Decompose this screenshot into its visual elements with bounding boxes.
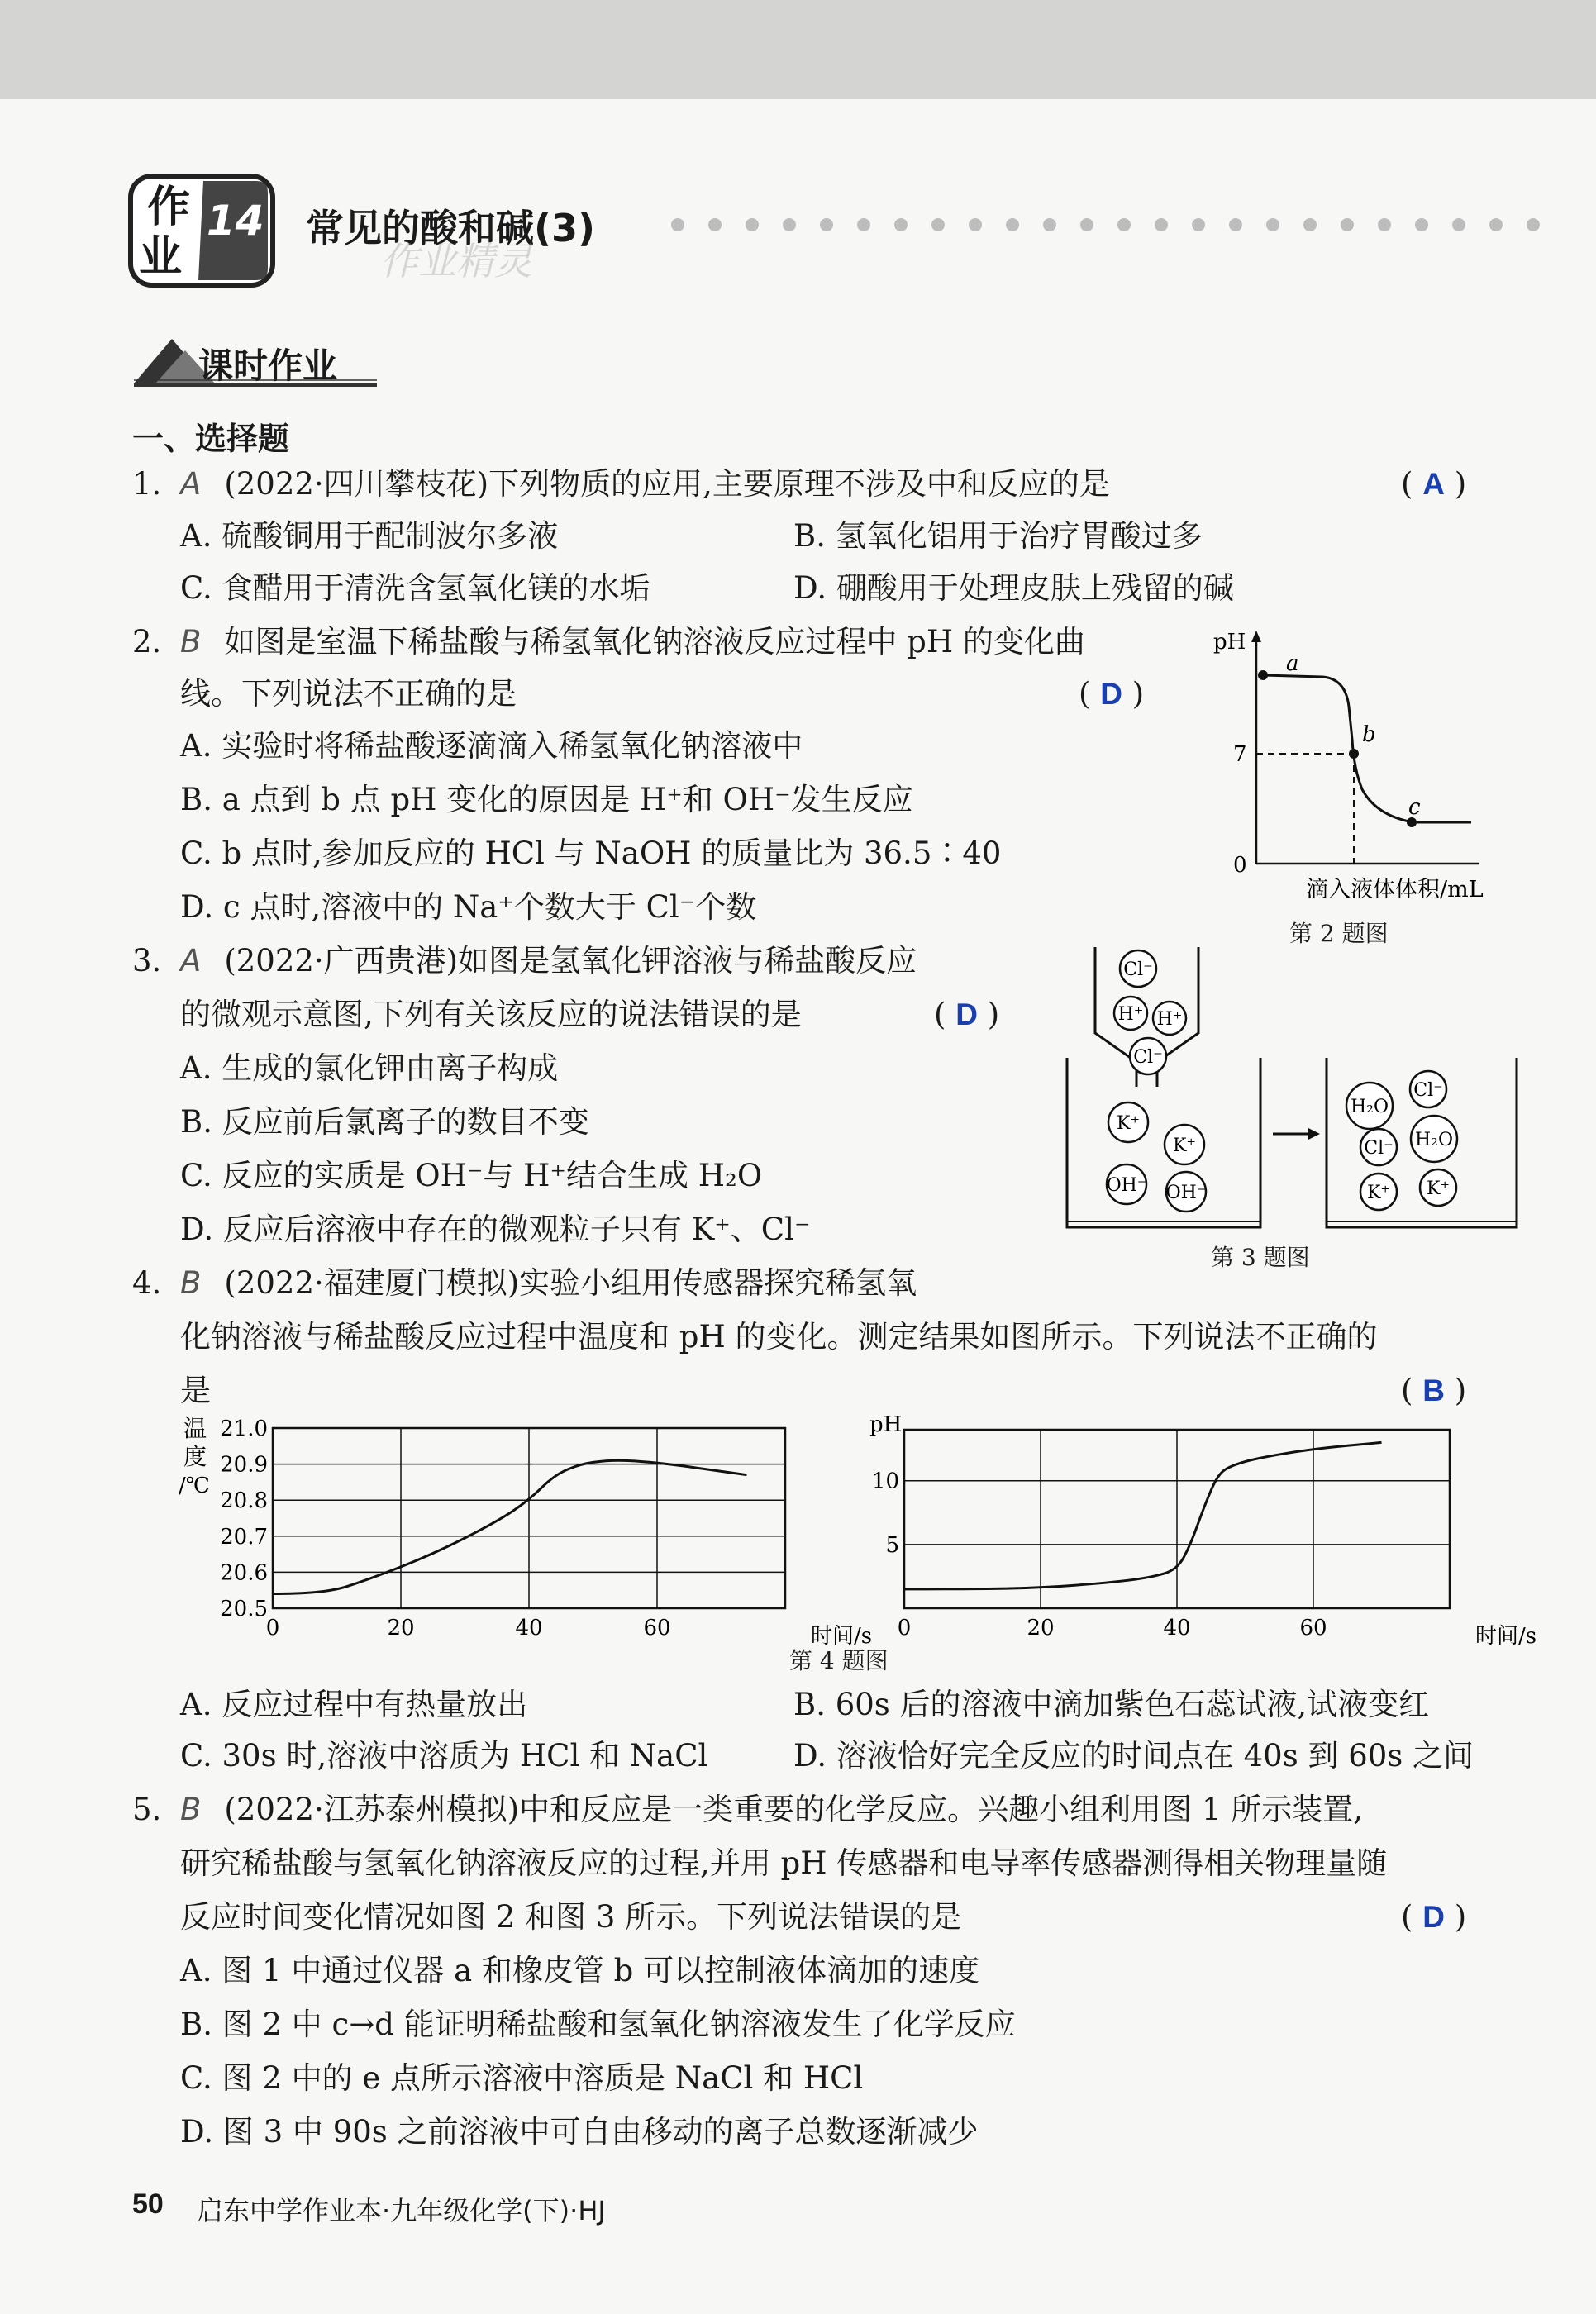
q1-number: 1.: [132, 466, 162, 502]
q1-answer-value: A: [1422, 467, 1445, 501]
q2-point-b: [1349, 749, 1359, 759]
book-title: 启东中学作业本·九年级化学(下)·HJ: [197, 2195, 606, 2226]
temp-series-line: [273, 1460, 747, 1593]
q2-label-c: c: [1408, 795, 1421, 820]
q3-answer-value: D: [955, 997, 978, 1031]
q2-answer-value: D: [1100, 677, 1122, 711]
q4-option-a: A. 反应过程中有热量放出: [180, 1687, 528, 1722]
temp-ylabel-1: 温: [183, 1415, 207, 1442]
q2-answer: ( D ): [1079, 676, 1145, 712]
q5-stem: [132, 1791, 1363, 1829]
q3-option-c: C. 反应的实质是 OH⁻与 H⁺结合生成 H₂O: [180, 1158, 763, 1193]
q3-option-d: D. 反应后溶液中存在的微观粒子只有 K⁺、Cl⁻: [180, 1212, 811, 1247]
q2-option-b: B. a 点到 b 点 pH 变化的原因是 H⁺和 OH⁻发生反应: [180, 782, 913, 817]
temp-xtick-3: 60: [643, 1616, 671, 1640]
watermark: 作业精灵: [380, 239, 532, 283]
q2-label-a: a: [1286, 651, 1299, 676]
q3-stem-line1: (2022·广西贵港)如图是氢氧化钾溶液与稀盐酸反应: [224, 943, 917, 978]
q3-mol-h2o-1: H₂O: [1350, 1097, 1389, 1117]
q4-option-c: C. 30s 时,溶液中溶质为 HCl 和 NaCl: [180, 1738, 708, 1774]
q2-option-c: C. b 点时,参加反应的 HCl 与 NaOH 的质量比为 36.5∶40: [180, 836, 1002, 871]
q3-caption: 第 3 题图: [1211, 1244, 1310, 1271]
q5-answer-value: D: [1422, 1900, 1445, 1934]
temp-xtick-1: 20: [387, 1616, 415, 1640]
q3-ion-k-3: K⁺: [1366, 1183, 1391, 1203]
q4-caption: 第 4 题图: [789, 1647, 889, 1674]
q2-option-d: D. c 点时,溶液中的 Na⁺个数大于 Cl⁻个数: [180, 889, 757, 925]
q3-micro-figure: [1062, 942, 1521, 1231]
temp-ylabel-2: 度: [183, 1443, 207, 1470]
q5-level: B: [180, 1792, 202, 1827]
q2-x-label: 滴入液体体积/mL: [1306, 877, 1484, 902]
q4-stem-line1: (2022·福建厦门模拟)实验小组用传感器探究稀氢氧: [224, 1265, 917, 1301]
q1-answer: ( A ): [1401, 466, 1467, 502]
ph-xtick-2: 40: [1163, 1616, 1191, 1640]
q5-number: 5.: [132, 1792, 162, 1827]
q5-answer: ( D ): [1401, 1899, 1467, 1935]
q2-level: B: [180, 624, 202, 659]
ph-ytick-0: 5: [885, 1532, 899, 1558]
q3-ion-h-2: H⁺: [1156, 1009, 1183, 1030]
q3-option-a: A. 生成的氯化钾由离子构成: [180, 1050, 559, 1086]
q1-stem-text: (2022·四川攀枝花)下列物质的应用,主要原理不涉及中和反应的是: [224, 466, 1110, 502]
q3-number: 3.: [132, 943, 162, 978]
q4-level: B: [180, 1265, 202, 1301]
q4-option-d: D. 溶液恰好完全反应的时间点在 40s 到 60s 之间: [793, 1738, 1475, 1774]
q3-ion-k-4: K⁺: [1426, 1178, 1451, 1199]
q3-answer: ( D ): [934, 997, 1000, 1032]
ph-xlabel: 时间/s: [1475, 1624, 1537, 1649]
q4-temperature-chart: [165, 1405, 873, 1649]
q2-stem: [132, 623, 1085, 661]
temp-ytick-3: 20.8: [220, 1488, 268, 1514]
ph-ytick-1: 10: [871, 1469, 899, 1494]
q3-ion-k-1: K⁺: [1116, 1113, 1141, 1134]
q3-stem: [132, 942, 917, 980]
q1-option-c: C. 食醋用于清洗含氢氧化镁的水垢: [180, 570, 650, 606]
q4-option-b: B. 60s 后的溶液中滴加紫色石蕊试液,试液变红: [793, 1687, 1430, 1722]
q3-level: A: [180, 943, 202, 978]
q2-stem-line1: 如图是室温下稀盐酸与稀氢氧化钠溶液反应过程中 pH 的变化曲: [224, 624, 1085, 659]
temp-xtick-2: 40: [515, 1616, 543, 1640]
q2-ph-figure: [1207, 624, 1521, 905]
ph-ylabel: pH: [869, 1412, 903, 1437]
q3-ion-oh-2: OH⁻: [1165, 1183, 1207, 1203]
q4-answer-value: B: [1422, 1374, 1445, 1407]
q3-ion-h-1: H⁺: [1117, 1004, 1144, 1025]
q3-option-b: B. 反应前后氯离子的数目不变: [180, 1104, 589, 1140]
temp-ytick-0: 20.5: [220, 1597, 268, 1621]
q3-mol-h2o-2: H₂O: [1414, 1130, 1454, 1150]
temp-ytick-2: 20.7: [220, 1524, 268, 1550]
q2-label-b: b: [1362, 722, 1376, 747]
q2-stem-line2: 线。下列说法不正确的是: [180, 676, 517, 712]
q1-option-d: D. 硼酸用于处理皮肤上残留的碱: [793, 570, 1234, 606]
section-title: 课时作业: [198, 345, 338, 386]
q4-stem-line3: 是: [180, 1373, 211, 1408]
q2-option-a: A. 实验时将稀盐酸逐滴滴入稀氢氧化钠溶液中: [180, 728, 803, 764]
q4-number: 4.: [132, 1265, 162, 1301]
q1-stem: [132, 465, 1110, 503]
q1-option-b: B. 氢氧化铝用于治疗胃酸过多: [793, 518, 1203, 554]
q3-ion-cl-4: Cl⁻: [1364, 1138, 1394, 1159]
badge-char-2: 业: [139, 232, 183, 282]
ph-xtick-0: 0: [897, 1616, 912, 1640]
temp-ytick-1: 20.6: [220, 1560, 268, 1586]
q2-caption: 第 2 题图: [1289, 920, 1389, 947]
q3-stem-line2: 的微观示意图,下列有关该反应的说法错误的是: [180, 997, 802, 1032]
q5-option-d: D. 图 3 中 90s 之前溶液中可自由移动的离子总数逐渐减少: [180, 2114, 979, 2150]
top-scan-band: [0, 0, 1596, 99]
title-dot-line: [669, 213, 1570, 238]
temp-ytick-4: 20.9: [220, 1452, 268, 1478]
temp-xtick-0: 0: [265, 1616, 280, 1640]
q2-y-label: pH: [1213, 630, 1246, 655]
q5-stem-line1: (2022·江苏泰州模拟)中和反应是一类重要的化学反应。兴趣小组利用图 1 所示装置,: [224, 1792, 1364, 1827]
q1-option-a: A. 硫酸铜用于配制波尔多液: [180, 518, 559, 554]
q2-ph-curve: [1263, 675, 1471, 822]
q3-ion-cl-1: Cl⁻: [1123, 959, 1153, 980]
q1-level: A: [180, 466, 202, 502]
subsection-title: 一、选择题: [132, 421, 290, 457]
page-number: 50: [132, 2188, 164, 2220]
temp-ylabel-3: /℃: [179, 1474, 210, 1498]
q3-ion-cl-2: Cl⁻: [1133, 1047, 1163, 1068]
q5-stem-line2: 研究稀盐酸与氢氧化钠溶液反应的过程,并用 pH 传感器和电导率传感器测得相关物理量随: [180, 1845, 1388, 1881]
ph-xtick-3: 60: [1299, 1616, 1327, 1640]
q2-point-a: [1258, 670, 1268, 680]
page-title: 常见的酸和碱(3): [306, 206, 596, 250]
q5-option-c: C. 图 2 中的 e 点所示溶液中溶质是 NaCl 和 HCl: [180, 2060, 864, 2096]
q5-stem-line3: 反应时间变化情况如图 2 和图 3 所示。下列说法错误的是: [180, 1899, 962, 1935]
ph-xtick-1: 20: [1027, 1616, 1055, 1640]
q2-tick-7: 7: [1233, 742, 1247, 767]
q3-ion-oh-1: OH⁻: [1106, 1175, 1147, 1196]
q5-option-b: B. 图 2 中 c→d 能证明稀盐酸和氢氧化钠溶液发生了化学反应: [180, 2007, 1016, 2042]
q2-origin: 0: [1233, 853, 1247, 878]
q4-ph-chart: [851, 1405, 1537, 1649]
temp-ytick-5: 21.0: [220, 1416, 268, 1441]
q5-option-a: A. 图 1 中通过仪器 a 和橡皮管 b 可以控制液体滴加的速度: [180, 1953, 980, 1988]
temp-xlabel: 时间/s: [810, 1624, 873, 1649]
q3-ion-cl-3: Cl⁻: [1413, 1080, 1443, 1101]
q2-number: 2.: [132, 624, 162, 659]
ph-series-line: [904, 1442, 1382, 1588]
badge-number: 14: [207, 197, 264, 245]
q4-stem: [132, 1264, 917, 1302]
q2-y-arrow: [1251, 631, 1261, 642]
q4-answer: ( B ): [1401, 1373, 1467, 1408]
badge-char-1: 作: [147, 183, 191, 232]
q4-stem-line2: 化钠溶液与稀盐酸反应过程中温度和 pH 的变化。测定结果如图所示。下列说法不正确的: [180, 1319, 1378, 1355]
q3-ion-k-2: K⁺: [1172, 1136, 1197, 1156]
